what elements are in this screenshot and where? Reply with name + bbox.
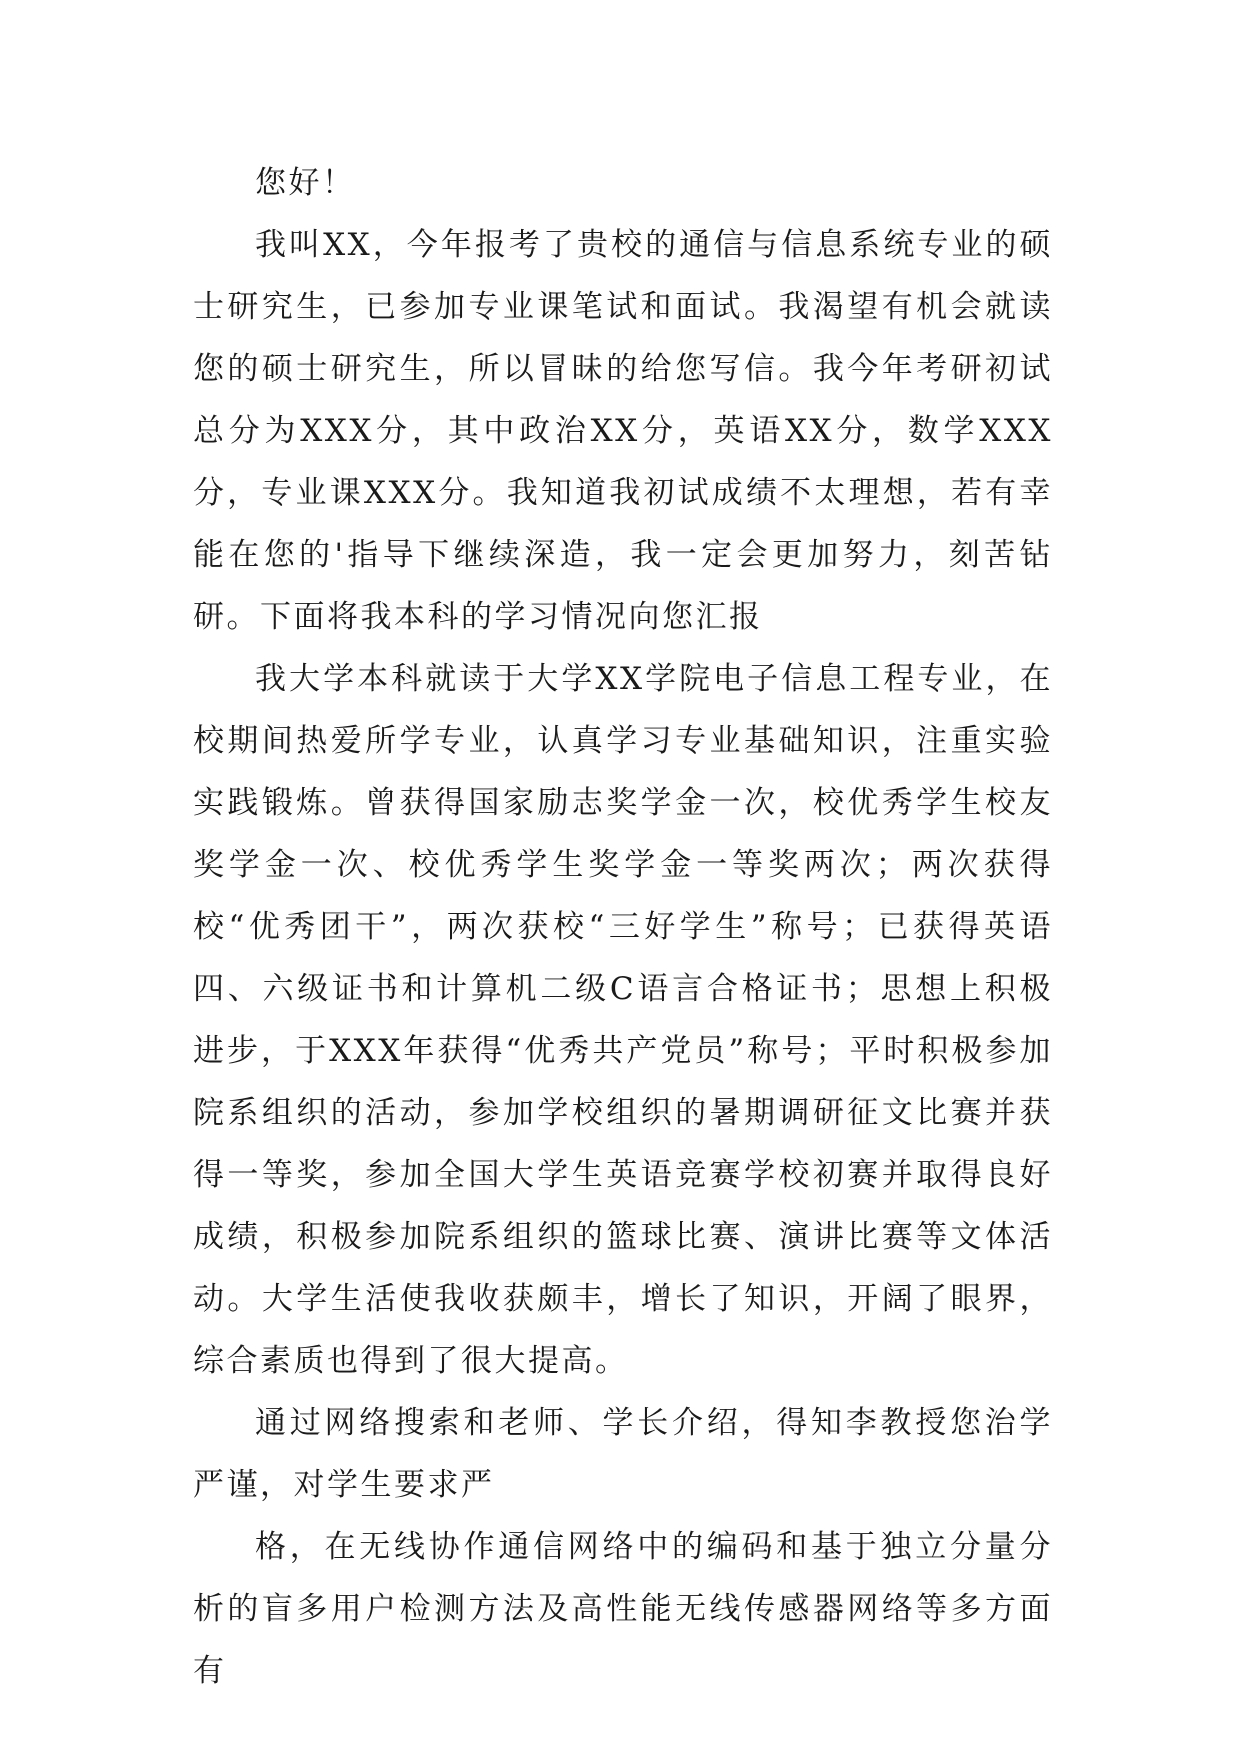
letter-body	[193, 152, 1053, 1702]
academic-background-paragraph: 我大学本科就读于大学XX学院电子信息工程专业，在校期间热爱所学专业，认真学习专业基础知识，注重实验实践锻炼。曾获得国家励志奖学金一次，校优秀学生校友奖学金一次、校优秀学生奖学金一等奖两次；两次获得校“优秀团干”，两次获校“三好学生”称号；已获得英语四、六级证书和计算机二级C语言合格证书；思想上积极进步，于XXX年获得“优秀共产党员”称号；平时积极参加院系组织的活动，参加学校组织的暑期调研征文比赛并获得一等奖，参加全国大学生英语竞赛学校初赛并取得良好成绩，积极参加院系组织的篮球比赛、演讲比赛等文体活动。大学生活使我收获颇丰，增长了知识，开阔了眼界，综合素质也得到了很大提高。	[193, 661, 1053, 1379]
professor-reference-paragraph: 通过网络搜索和老师、学长介绍，得知李教授您治学严谨，对学生要求严	[193, 1405, 1053, 1503]
research-areas-paragraph: 格，在无线协作通信网络中的编码和基于独立分量分析的盲多用户检测方法及高性能无线传感器网络等多方面有	[193, 1529, 1053, 1689]
greeting-paragraph: 您好！	[255, 165, 356, 201]
introduction-paragraph: 我叫XX，今年报考了贵校的通信与信息系统专业的硕士研究生，已参加专业课笔试和面试。我渴望有机会就读您的硕士研究生，所以冒昧的给您写信。我今年考研初试总分为XXX分，其中政治XX分，英语XX分，数学XXX分，专业课XXX分。我知道我初试成绩不太理想，若有幸能在您的'指导下继续深造，我一定会更加努力，刻苦钻研。下面将我本科的学习情况向您汇报	[193, 227, 1053, 635]
